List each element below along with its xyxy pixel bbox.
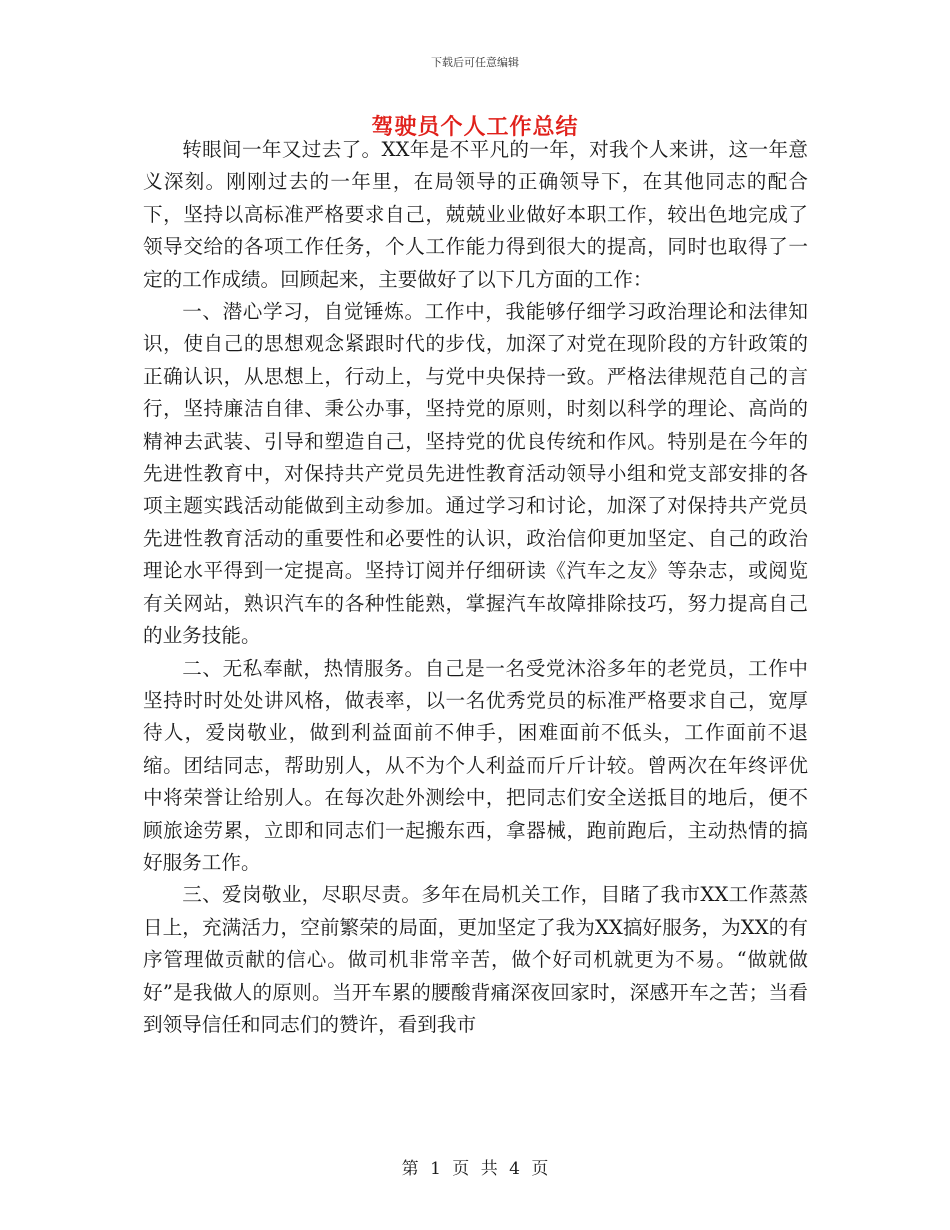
paragraph-study: 一、潜心学习，自觉锤炼。工作中，我能够仔细学习政治理论和法律知识，使自己的思想观念紧跟时代的步伐，加深了对党在现阶段的方针政策的正确认识，从思想上，行动上，与党中央保持一致。严格法律规范自己的言行，坚持廉洁自律、秉公办事，坚持党的原则，时刻以科学的理论、高尚的精神去武装、引导和塑造自己，坚持党的优良传统和作风。特别是在今年的先进性教育中，对保持共产党员先进性教育活动领导小组和党支部安排的各项主题实践活动能做到主动参加。通过学习和讨论，加深了对保持共产党员先进性教育活动的重要性和必要性的认识，政治信仰更加坚定、自己的政治理论水平得到一定提高。坚持订阅并仔细研读《汽车之友》等杂志，或阅览有关网站，熟识汽车的各种性能熟，掌握汽车故障排除技巧，努力提高自己的业务技能。 [143,300,808,648]
header-note: 下载后可任意编辑 [431,56,519,69]
page-number-footer: 第 1 页 共 4 页 [401,1159,549,1179]
paragraph-dedication: 二、无私奉献，热情服务。自己是一名受党沐浴多年的老党员，工作中坚持时时处处讲风格，做表率，以一名优秀党员的标准严格要求自己，宽厚待人，爱岗敬业，做到利益面前不伸手，困难面前不低头，工作面前不退缩。团结同志，帮助别人，从不为个人利益而斤斤计较。曾两次在年终评优中将荣誉让给别人。在每次赴外测绘中，把同志们安全送抵目的地后，便不顾旅途劳累，立即和同志们一起搬东西，拿器械，跑前跑后，主动热情的搞好服务工作。 [143,656,808,874]
document-title: 驾驶员个人工作总结 [371,114,579,140]
paragraph-duty: 三、爱岗敬业，尽职尽责。多年在局机关工作，目睹了我市XX工作蒸蒸日上，充满活力，空前繁荣的局面，更加坚定了我为XX搞好服务，为XX的有序管理做贡献的信心。做司机非常辛苦，做个好司机就更为不易。“做就做好”是我做人的原则。当开车累的腰酸背痛深夜回家时，深感开车之苦；当看到领导信任和同志们的赞许，看到我市 [143,883,808,1036]
document-body [143,134,808,1041]
paragraph-intro: 转眼间一年又过去了。XX年是不平凡的一年，对我个人来讲，这一年意义深刻。刚刚过去的一年里，在局领导的正确领导下，在其他同志的配合下，坚持以高标准严格要求自己，兢兢业业做好本职工作，较出色地完成了领导交给的各项工作任务，个人工作能力得到很大的提高，同时也取得了一定的工作成绩。回顾起来，主要做好了以下几方面的工作： [143,138,808,291]
